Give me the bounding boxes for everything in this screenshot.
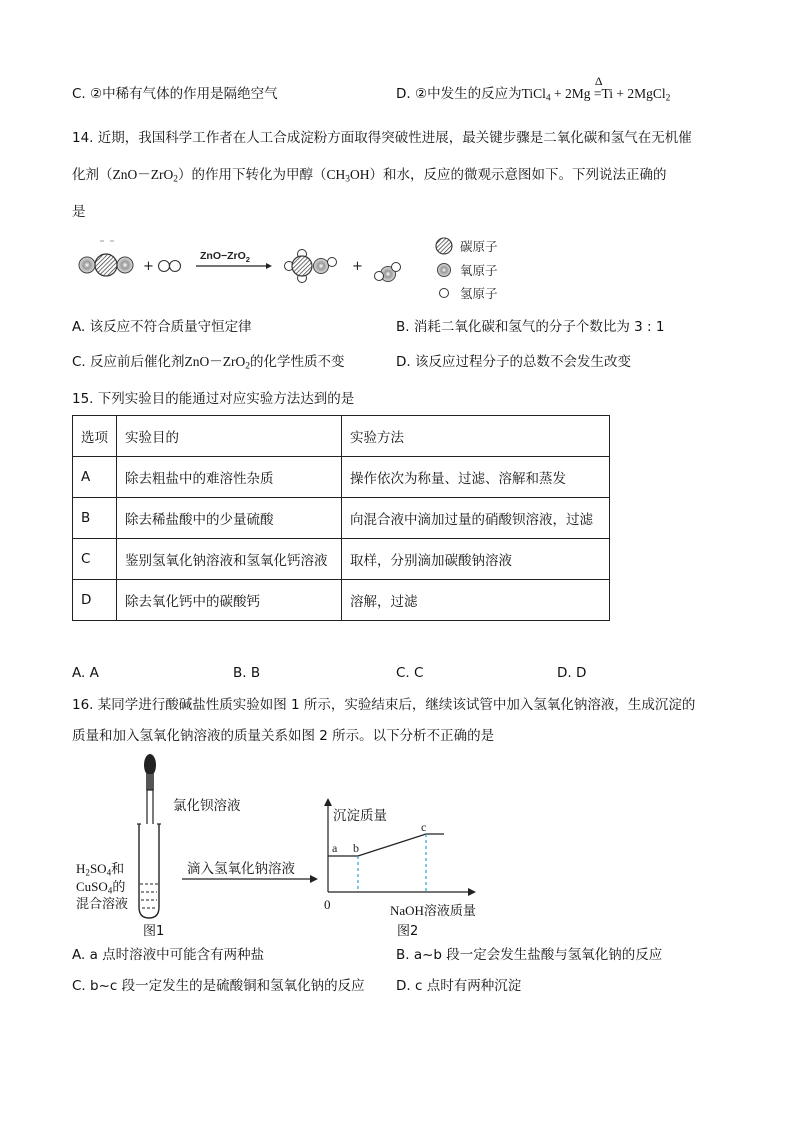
reaction-diagram [70, 232, 590, 302]
dropper-bulb [144, 754, 156, 776]
q15-stem: 15. 下列实验目的能通过对应实验方法达到的是 [72, 391, 355, 407]
figure1-apparatus [130, 752, 180, 932]
table-cell: B [73, 498, 117, 539]
point-label-b: b [353, 841, 359, 855]
q15-answer-d: D. D [557, 665, 587, 681]
table-cell: A [73, 457, 117, 498]
table-cell: 溶解，过滤 [342, 580, 610, 621]
methanol-molecule [285, 250, 337, 283]
table-row [73, 457, 610, 498]
co2-molecule [79, 241, 133, 276]
q14-option-a: A. 该反应不符合质量守恒定律 [72, 319, 252, 335]
q15-answer-b: B. B [233, 665, 261, 681]
q14-option-b: B. 消耗二氧化碳和氢气的分子个数比为 3 : 1 [396, 319, 665, 335]
table-header: 实验目的 [117, 416, 342, 457]
plus-sign-1: + [143, 259, 154, 274]
table-header-row [73, 416, 610, 457]
table-cell: 除去稀盐酸中的少量硫酸 [117, 498, 342, 539]
q14-option-d: D. 该反应过程分子的总数不会发生改变 [396, 354, 631, 370]
table-row [73, 580, 610, 621]
table-row [73, 498, 610, 539]
table-row [73, 539, 610, 580]
legend-hydrogen: 氢原子 [460, 286, 498, 301]
plus-sign-2: + [352, 259, 363, 274]
q16-option-b: B. a~b 段一定会发生盐酸与氢氧化钠的反应 [396, 947, 663, 963]
test-tube [139, 824, 159, 918]
tube-contents-label [76, 860, 128, 913]
carbon-legend-icon [436, 238, 452, 254]
process-arrow [182, 873, 322, 885]
point-label-c: c [421, 820, 427, 834]
q14-stem-line2: 化剂（ZnO－ZrO$_2$）的作用下转化为甲醇$(CH_3OH)$和水，反应的微观示意图如下。下列说法正确的 [72, 167, 667, 185]
table-cell: C [73, 539, 117, 580]
legend-oxygen: 氧原子 [460, 263, 498, 278]
dropper-tube [147, 790, 153, 828]
table-cell: 除去粗盐中的难溶性杂质 [117, 457, 342, 498]
q13-option-d-prefix: D. ②中发生的反应为 [396, 86, 522, 102]
q15-answer-a: A. A [72, 665, 99, 681]
tube-label-line3: 混合溶液 [76, 897, 129, 912]
heating-condition: Δ [594, 74, 603, 88]
origin-label: 0 [324, 897, 331, 912]
figure2-caption: 图2 [397, 924, 419, 939]
q14-stem-line3: 是 [72, 204, 86, 220]
y-axis-label: 沉淀质量 [333, 808, 387, 824]
dropper-neck [146, 774, 154, 790]
water-molecule [375, 263, 401, 282]
h2-molecule [159, 261, 181, 272]
q13-option-c: C. ②中稀有气体的作用是隔绝空气 [72, 86, 278, 102]
table-cell: 除去氧化钙中的碳酸钙 [117, 580, 342, 621]
table-header: 选项 [73, 416, 117, 457]
table-cell: 取样，分别滴加碳酸钠溶液 [342, 539, 610, 580]
table-cell: 鉴别氢氧化钠溶液和氢氧化钙溶液 [117, 539, 342, 580]
q14-option-c: C. 反应前后催化剂ZnO－ZrO$_2$的化学性质不变 [72, 354, 345, 372]
q15-answer-c: C. C [396, 665, 424, 681]
arrow-label: 滴入氢氧化钠溶液 [187, 861, 295, 877]
q16-option-c: C. b~c 段一定发生的是硫酸铜和氢氧化钠的反应 [72, 978, 365, 994]
q13-option-d [396, 74, 671, 104]
table-cell: 向混合液中滴加过量的硝酸钡溶液，过滤 [342, 498, 610, 539]
dropper-label: 氯化钡溶液 [173, 798, 241, 814]
q13-equation: TiCl$_4$ + 2Mg Δ =Ti + 2MgCl$_2$ [522, 86, 671, 101]
point-label-a: a [332, 841, 338, 855]
table-cell: 操作依次为称量、过滤、溶解和蒸发 [342, 457, 610, 498]
table-cell: D [73, 580, 117, 621]
figure1-caption: 图1 [143, 924, 165, 939]
precipitate-curve [328, 834, 444, 856]
table-header: 实验方法 [342, 416, 610, 457]
q16-stem-line2: 质量和加入氢氧化钠溶液的质量关系如图 2 所示。以下分析不正确的是 [72, 728, 495, 744]
catalyst-label: ZnO−ZrO$_2$ [200, 250, 250, 264]
q14-stem-line1: 14. 近期，我国科学工作者在人工合成淀粉方面取得突破性进展，最关键步骤是二氧化碳和氢气在无机催 [72, 130, 692, 146]
q16-option-d: D. c 点时有两种沉淀 [396, 978, 522, 994]
oxygen-legend-icon [438, 264, 451, 277]
legend [436, 238, 498, 301]
x-axis-label: NaOH溶液质量 [390, 903, 476, 918]
experiment-table [72, 415, 610, 621]
legend-carbon: 碳原子 [460, 239, 498, 254]
tube-label-line2: CuSO$_4$的 [76, 879, 126, 896]
hydrogen-legend-icon [440, 289, 449, 298]
q16-stem-line1: 16. 某同学进行酸碱盐性质实验如图 1 所示，实验结束后，继续该试管中加入氢氧化钠溶液，生成沉淀的 [72, 697, 696, 713]
q16-option-a: A. a 点时溶液中可能含有两种盐 [72, 947, 265, 963]
tube-label-line1: $H_2SO_4$和 [76, 861, 125, 878]
